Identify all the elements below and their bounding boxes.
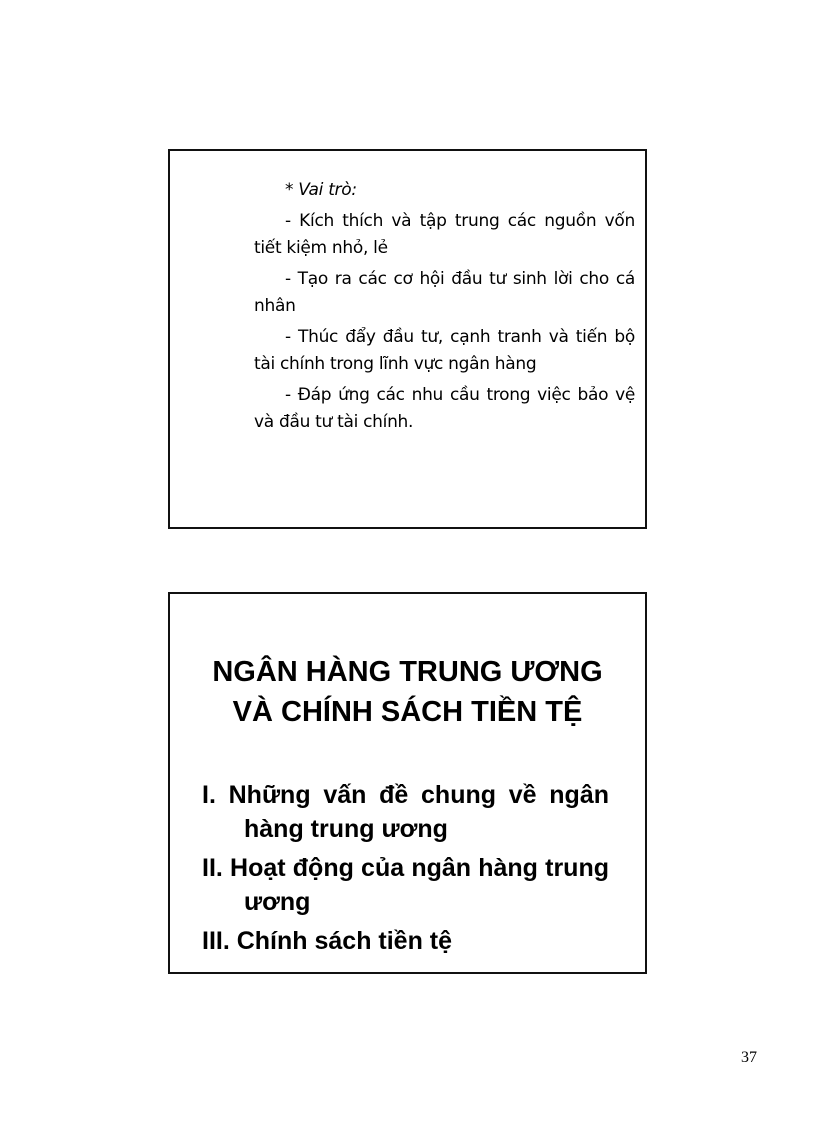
page-number: 37 [741, 1049, 757, 1066]
slide-central-bank [168, 592, 647, 974]
outline-item: I. Những vấn đề chung về ngân hàng trung ương [202, 781, 609, 843]
slide-central-bank-title [170, 652, 645, 732]
role-item: - Thúc đẩy đầu tư, cạnh tranh và tiến bộ tài chính trong lĩnh vực ngân hàng [254, 327, 635, 374]
role-item: - Tạo ra các cơ hội đầu tư sinh lời cho cá nhân [254, 269, 635, 316]
outline-item: III. Chính sách tiền tệ [202, 927, 453, 955]
title-line: NGÂN HÀNG TRUNG ƯƠNG [212, 656, 603, 688]
slide-role-title: * Vai trò: [285, 180, 357, 200]
slide-role [168, 149, 647, 529]
title-line: VÀ CHÍNH SÁCH TIỀN TỆ [232, 696, 583, 728]
slide-role-content [254, 177, 635, 440]
role-item: - Đáp ứng các nhu cầu trong việc bảo vệ và đầu tư tài chính. [254, 385, 635, 432]
outline-item: II. Hoạt động của ngân hàng trung ương [202, 854, 609, 916]
role-item: - Kích thích và tập trung các nguồn vốn tiết kiệm nhỏ, lẻ [254, 211, 635, 258]
outline-list [202, 778, 609, 963]
